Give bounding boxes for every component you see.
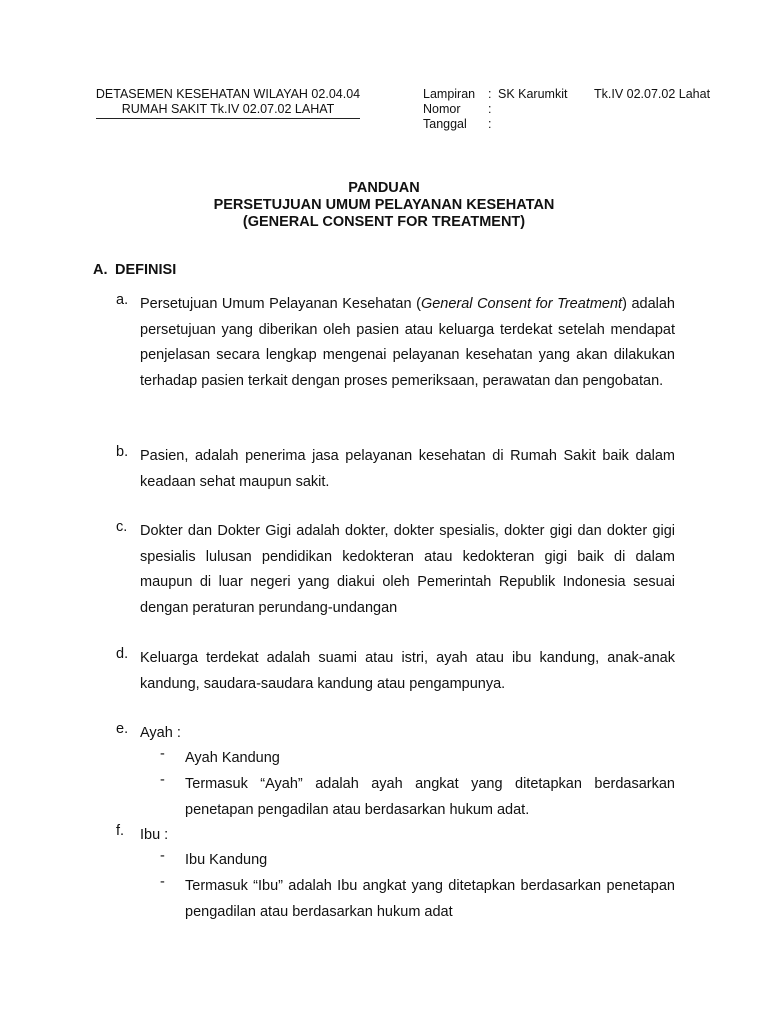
item-text: Ibu : <box>140 827 169 843</box>
sub-item-ibu-angkat <box>160 874 675 925</box>
title-line-3: (GENERAL CONSENT FOR TREATMENT) <box>242 214 526 230</box>
sub-item-text: Termasuk “Ayah” adalah ayah angkat yang ditetapkan berdasarkan penetapan pengadilan atau berdasarkan hukum adat. <box>185 776 675 818</box>
definition-item-c <box>116 519 675 621</box>
sub-item-ayah-angkat <box>160 772 675 823</box>
lampiran-colon: : <box>488 87 492 101</box>
org-line-2: RUMAH SAKIT Tk.IV 02.07.02 LAHAT <box>96 102 361 119</box>
section-title: DEFINISI <box>115 262 177 278</box>
item-text: Ayah : <box>140 725 181 741</box>
item-label: f. <box>116 823 125 839</box>
section-heading <box>93 262 176 278</box>
nomor-label: Nomor <box>423 102 461 116</box>
definition-item-d <box>116 646 675 697</box>
definition-item-e <box>116 721 675 747</box>
sub-item-text: Ayah Kandung <box>185 750 280 766</box>
tanggal-label: Tanggal <box>423 117 467 131</box>
lampiran-label: Lampiran <box>423 87 476 101</box>
item-label: a. <box>116 292 129 308</box>
sub-item-text: Ibu Kandung <box>185 852 268 868</box>
title-line-2: PERSETUJUAN UMUM PELAYANAN KESEHATAN <box>213 197 555 213</box>
definition-item-f <box>116 823 675 849</box>
general-consent-term: General Consent for Treatment <box>420 296 623 312</box>
item-text: Dokter dan Dokter Gigi adalah dokter, dokter spesialis, dokter gigi dan dokter gigi spesialis lulusan pendidikan kedokteran atau kedokteran gigi baik di dalam maupun di luar negeri yang diakui oleh Pemerintah Republik Indonesia sesuai dengan peraturan perundang-undangan <box>140 523 675 616</box>
definition-item-b <box>116 444 675 495</box>
title-line-1: PANDUAN <box>348 180 420 196</box>
section-number: A. <box>93 262 108 278</box>
item-text: Keluarga terdekat adalah suami atau istri, ayah atau ibu kandung, anak-anak kandung, saudara-saudara kandung atau pengampunya. <box>140 650 675 692</box>
definition-item-a <box>116 292 675 394</box>
nomor-row <box>423 102 710 117</box>
lampiran-row <box>423 87 710 102</box>
item-label: d. <box>116 646 129 662</box>
org-line-1: DETASEMEN KESEHATAN WILAYAH 02.04.04 <box>95 87 361 101</box>
nomor-colon: : <box>488 102 492 116</box>
sub-item-ayah-kandung <box>160 746 675 772</box>
item-label: e. <box>116 721 129 737</box>
document-title <box>0 180 768 231</box>
lampiran-value-2: Tk.IV 02.07.02 Lahat <box>594 87 711 101</box>
dash-bullet: - <box>160 874 165 890</box>
dash-bullet: - <box>160 848 165 864</box>
item-label: c. <box>116 519 128 535</box>
tanggal-colon: : <box>488 117 492 131</box>
item-text: Persetujuan Umum Pelayanan Kesehatan (General Consent for Treatment) adalah persetujuan yang diberikan oleh pasien atau keluarga terdekat setelah mendapat penjelasan secara lengkap mengenai pelayanan kesehatan yang akan dilakukan terhadap pasien terkait dengan proses pemeriksaan, perawatan dan pengobatan. <box>140 296 675 389</box>
tanggal-row <box>423 117 710 132</box>
item-label: b. <box>116 444 129 460</box>
item-text: Pasien, adalah penerima jasa pelayanan kesehatan di Rumah Sakit baik dalam keadaan sehat maupun sakit. <box>140 448 675 490</box>
dash-bullet: - <box>160 746 165 762</box>
dash-bullet: - <box>160 772 165 788</box>
sub-item-text: Termasuk “Ibu” adalah Ibu angkat yang ditetapkan berdasarkan penetapan pengadilan atau berdasarkan hukum adat <box>185 878 675 920</box>
sub-item-ibu-kandung <box>160 848 675 874</box>
document-header-organization <box>88 87 368 119</box>
lampiran-value: SK Karumkit <box>498 87 568 101</box>
document-header-reference <box>423 87 710 132</box>
